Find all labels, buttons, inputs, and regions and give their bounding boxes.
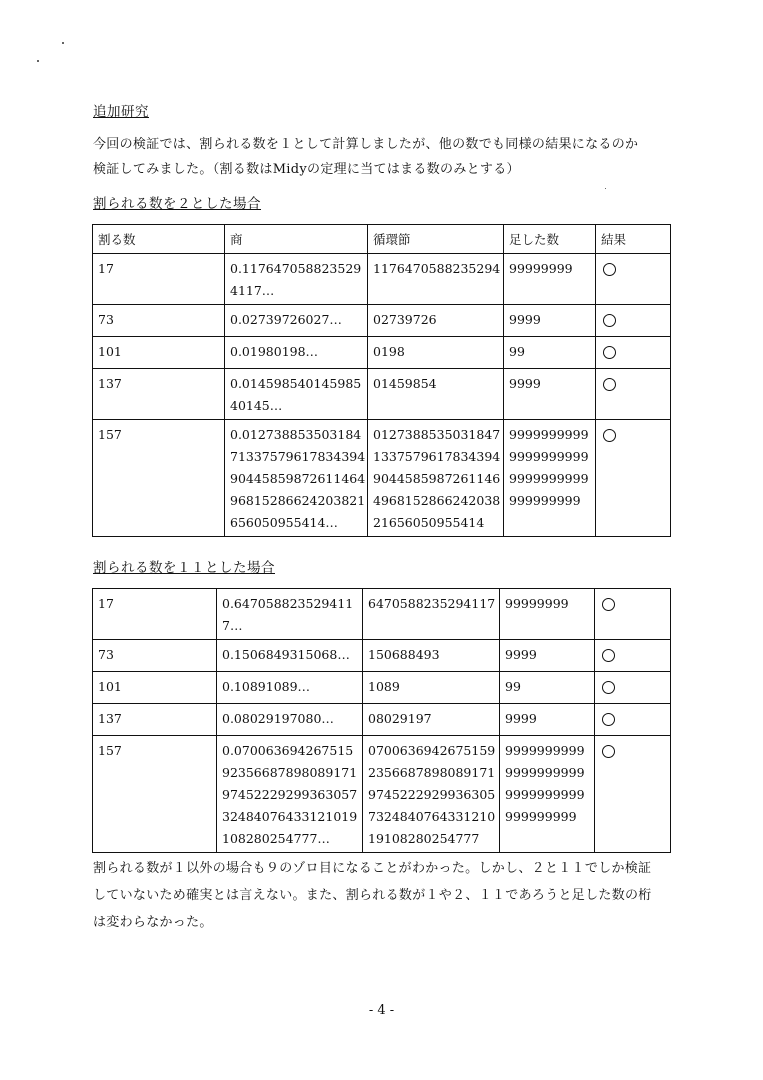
- result-circle-icon: [603, 429, 616, 442]
- sum-cell: 99999999: [500, 589, 595, 640]
- result-cell: [596, 254, 671, 305]
- quotient-cell: 0.01980198…: [225, 337, 368, 369]
- table-row: [93, 704, 671, 736]
- result-cell: [595, 672, 671, 704]
- result-circle-icon: [602, 598, 615, 611]
- cycle-cell: 08029197: [363, 704, 500, 736]
- conclusion-paragraph: [93, 855, 678, 936]
- quotient-cell: 0.117647058823529 4117…: [225, 254, 368, 305]
- cycle-cell: 02739726: [368, 305, 504, 337]
- sum-cell: 9999999999 9999999999 9999999999 999999999: [500, 736, 595, 853]
- result-circle-icon: [603, 263, 616, 276]
- cycle-cell: 0198: [368, 337, 504, 369]
- table-header-row: [93, 225, 671, 254]
- quotient-cell: 0.070063694267515 92356687898089171 97452229299363057 32484076433121019 108280254777…: [217, 736, 363, 853]
- conclusion-line: していないため確実とは言えない。また、割られる数が１や２、１１であろうと足した数の桁: [93, 888, 652, 903]
- table-divided-by-11: [92, 588, 671, 853]
- result-cell: [596, 337, 671, 369]
- sum-cell: 99999999: [504, 254, 596, 305]
- table-row: [93, 305, 671, 337]
- header-result: 結果: [596, 225, 671, 254]
- sum-cell: 9999: [500, 704, 595, 736]
- result-cell: [595, 704, 671, 736]
- table-row: [93, 736, 671, 853]
- table-divided-by-2: [92, 224, 671, 537]
- result-circle-icon: [602, 649, 615, 662]
- conclusion-line: 割られる数が１以外の場合も９のゾロ目になることがわかった。しかし、２と１１でしか検証: [93, 861, 652, 876]
- intro-paragraph: [93, 132, 678, 182]
- sum-cell: 9999999999 9999999999 9999999999 999999999: [504, 420, 596, 537]
- divisor-cell: 157: [93, 420, 225, 537]
- divisor-cell: 101: [93, 672, 217, 704]
- table-row: [93, 254, 671, 305]
- quotient-cell: 0.10891089…: [217, 672, 363, 704]
- quotient-cell: 0.012738853503184 71337579617834394 90445859872611464 96815286624203821 656050955414…: [225, 420, 368, 537]
- result-cell: [596, 420, 671, 537]
- result-circle-icon: [603, 346, 616, 359]
- quotient-cell: 0.02739726027…: [225, 305, 368, 337]
- table-row: [93, 589, 671, 640]
- header-cycle: 循環節: [368, 225, 504, 254]
- cycle-cell: 0700636942675159 2356687898089171 9745222929936305 7324840764331210 19108280254777: [363, 736, 500, 853]
- result-cell: [595, 736, 671, 853]
- cycle-cell: 0127388535031847 1337579617834394 9044585987261146 4968152866242038 21656050955414: [368, 420, 504, 537]
- page-heading: 追加研究: [93, 104, 149, 120]
- divisor-cell: 73: [93, 305, 225, 337]
- header-sum: 足した数: [504, 225, 596, 254]
- table-row: [93, 369, 671, 420]
- divisor-cell: 137: [93, 369, 225, 420]
- intro-line: 検証してみました。（割る数はMidyの定理に当てはまる数のみとする）: [93, 162, 520, 177]
- cycle-cell: 1176470588235294: [368, 254, 504, 305]
- result-circle-icon: [602, 745, 615, 758]
- sum-cell: 9999: [504, 305, 596, 337]
- cycle-cell: 1089: [363, 672, 500, 704]
- result-circle-icon: [602, 713, 615, 726]
- quotient-cell: 0.014598540145985 40145…: [225, 369, 368, 420]
- intro-line: 今回の検証では、割られる数を１として計算しましたが、他の数でも同様の結果になるのか: [93, 137, 639, 152]
- table-row: [93, 337, 671, 369]
- quotient-cell: 0.1506849315068…: [217, 640, 363, 672]
- divisor-cell: 73: [93, 640, 217, 672]
- cycle-cell: 6470588235294117: [363, 589, 500, 640]
- table-row: [93, 420, 671, 537]
- page-number: - 4 -: [368, 1003, 395, 1018]
- result-circle-icon: [602, 681, 615, 694]
- result-cell: [596, 305, 671, 337]
- scan-speck: [62, 42, 64, 44]
- scan-speck: [605, 188, 606, 189]
- quotient-cell: 0.647058823529411 7…: [217, 589, 363, 640]
- sum-cell: 9999: [500, 640, 595, 672]
- result-cell: [595, 589, 671, 640]
- table-row: [93, 672, 671, 704]
- sum-cell: 99: [500, 672, 595, 704]
- header-quotient: 商: [225, 225, 368, 254]
- divisor-cell: 137: [93, 704, 217, 736]
- divisor-cell: 17: [93, 254, 225, 305]
- result-circle-icon: [603, 378, 616, 391]
- table1-title: 割られる数を２とした場合: [93, 196, 261, 212]
- table-row: [93, 640, 671, 672]
- divisor-cell: 157: [93, 736, 217, 853]
- scan-speck: [37, 60, 39, 62]
- conclusion-line: は変わらなかった。: [93, 915, 213, 930]
- cycle-cell: 150688493: [363, 640, 500, 672]
- sum-cell: 99: [504, 337, 596, 369]
- result-cell: [596, 369, 671, 420]
- sum-cell: 9999: [504, 369, 596, 420]
- divisor-cell: 101: [93, 337, 225, 369]
- quotient-cell: 0.08029197080…: [217, 704, 363, 736]
- result-circle-icon: [603, 314, 616, 327]
- result-cell: [595, 640, 671, 672]
- cycle-cell: 01459854: [368, 369, 504, 420]
- divisor-cell: 17: [93, 589, 217, 640]
- header-divisor: 割る数: [93, 225, 225, 254]
- table2-title: 割られる数を１１とした場合: [93, 560, 275, 576]
